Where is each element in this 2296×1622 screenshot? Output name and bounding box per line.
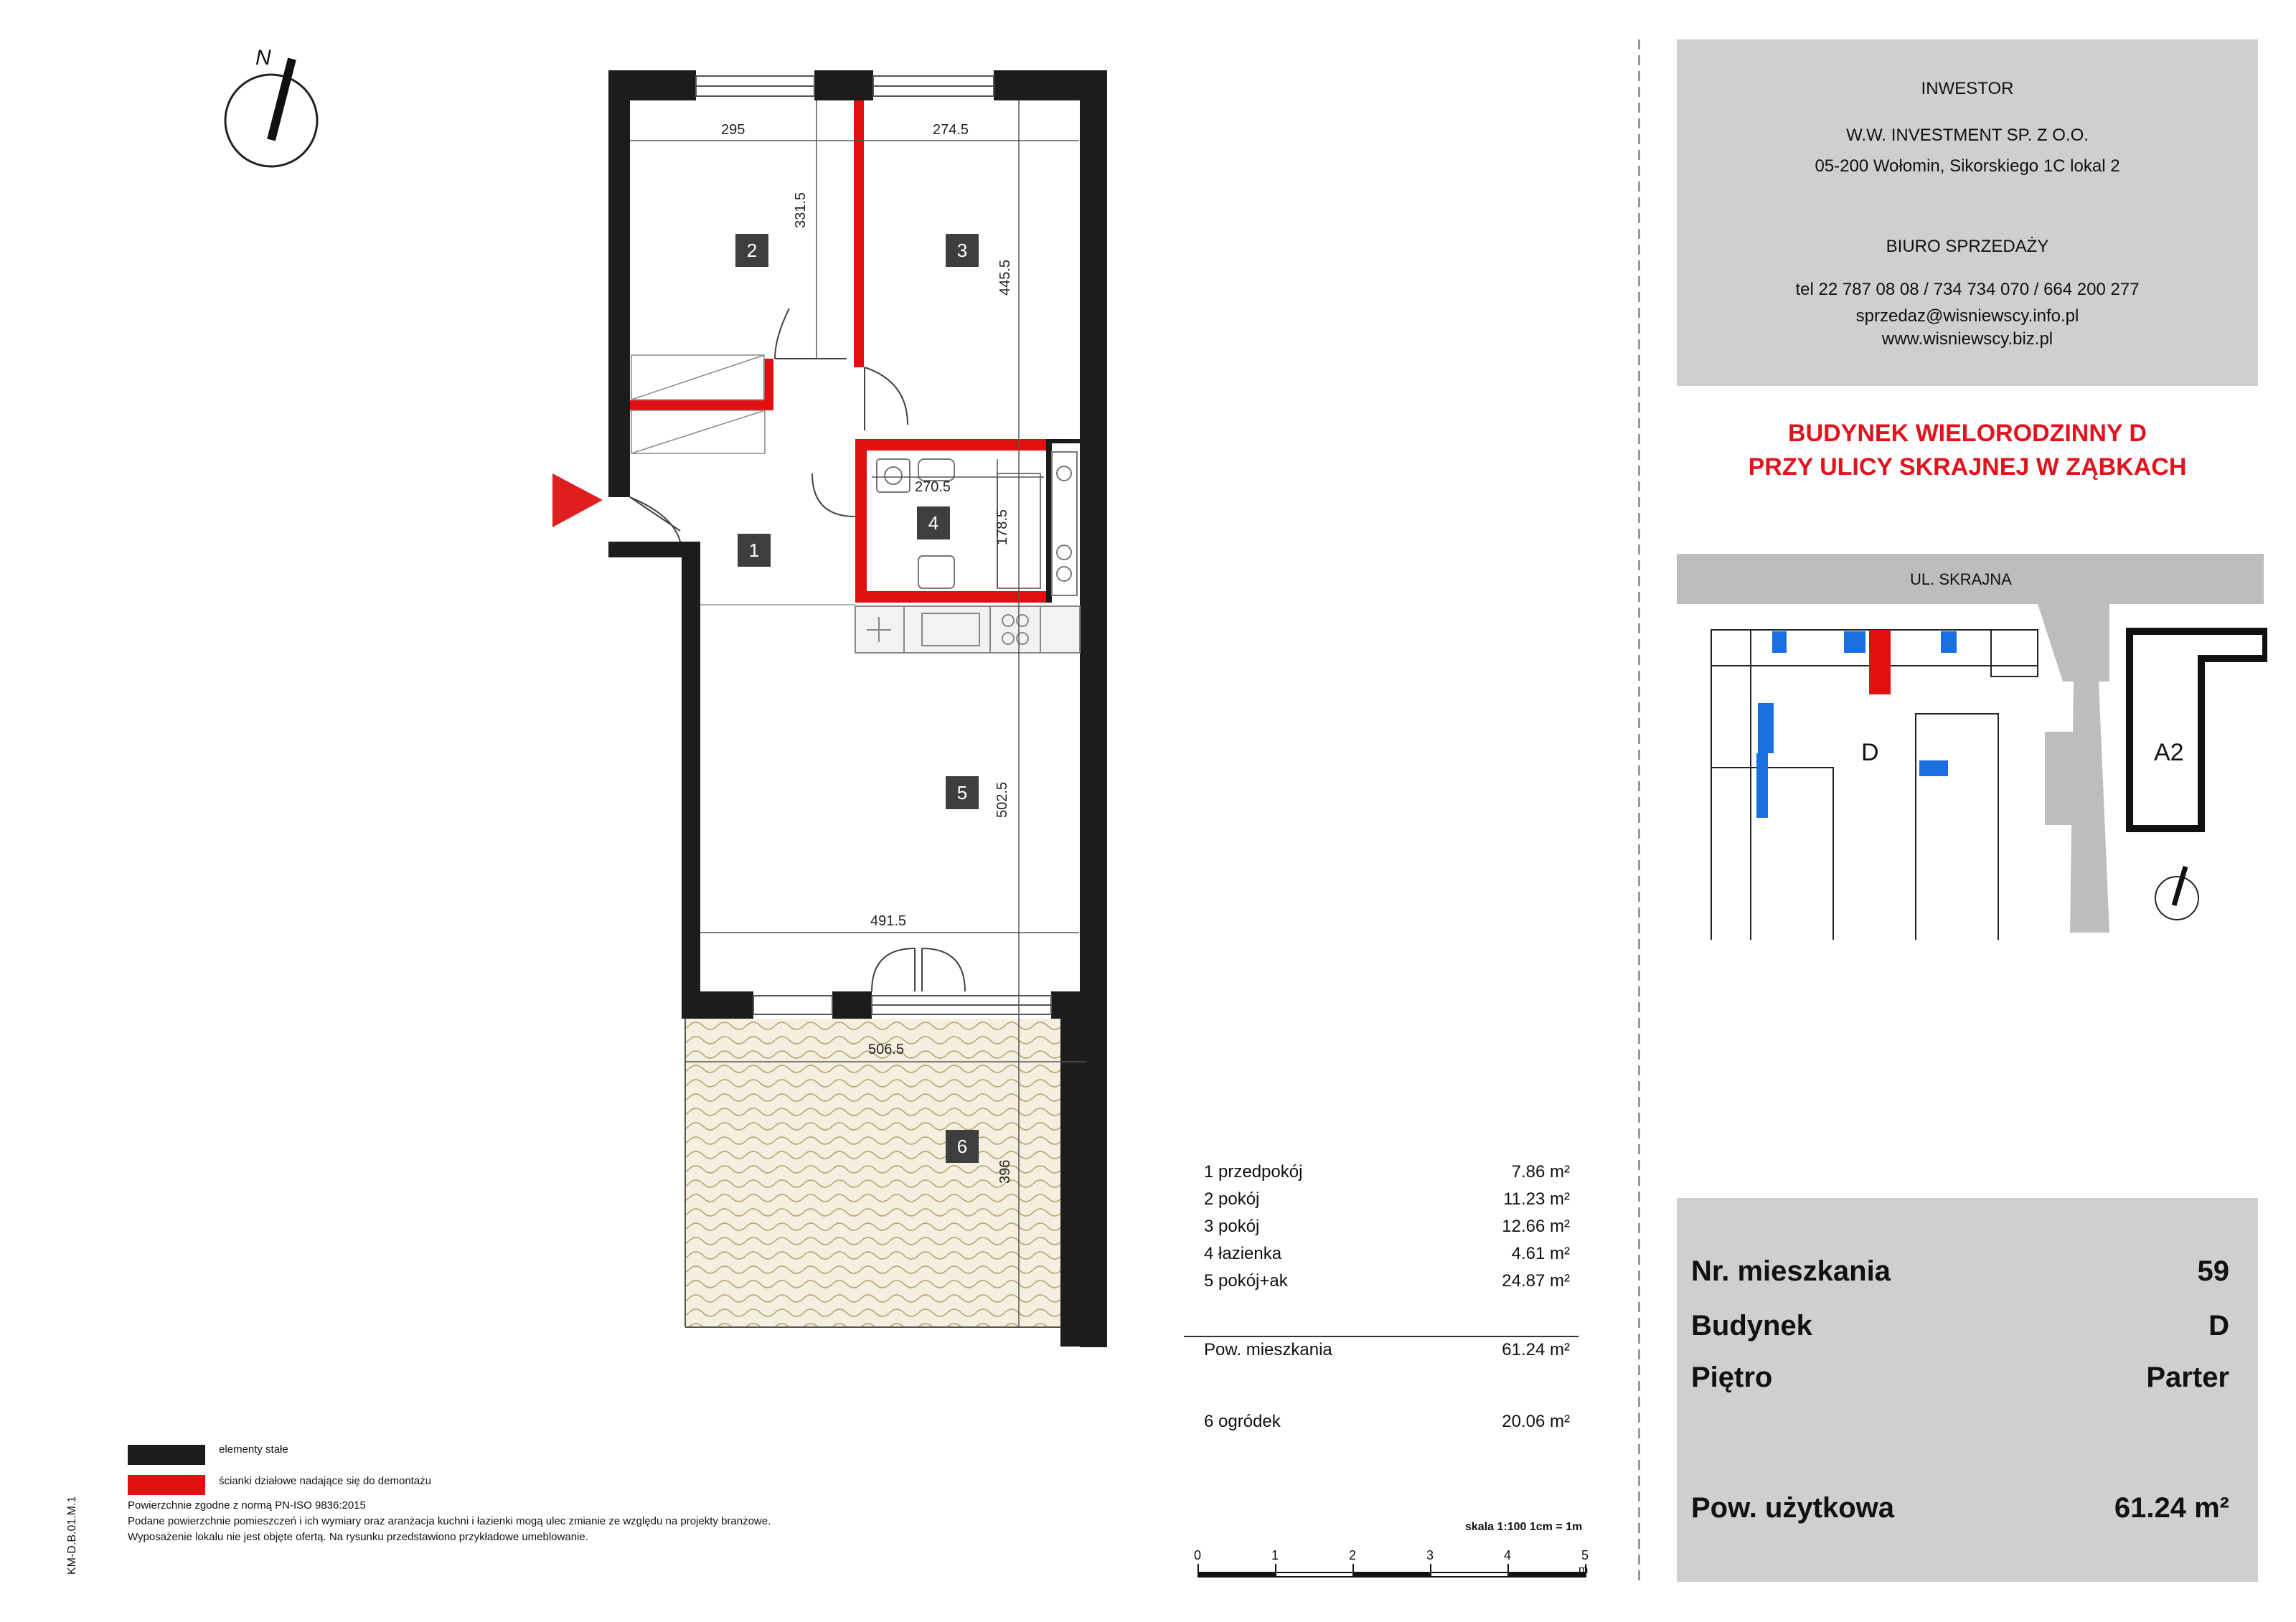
room-row-name: 4 łazienka xyxy=(1204,1244,1282,1263)
removable-partitions xyxy=(630,100,1046,603)
dim-178-5: 178.5 xyxy=(994,509,1010,545)
unit-info-box xyxy=(1677,1198,2258,1582)
unit-area-value: 61.24 m² xyxy=(2114,1492,2229,1524)
scale-tick-4: 4 xyxy=(1504,1548,1512,1562)
room-row-5 xyxy=(1204,1271,1570,1294)
drawing-code: KM-D.B.01.M.1 xyxy=(66,1496,78,1575)
room-row-area: 24.87 m² xyxy=(1502,1271,1570,1291)
room-row-area: 20.06 m² xyxy=(1502,1412,1570,1431)
dim-506-5: 506.5 xyxy=(868,1042,905,1057)
room-4-number: 4 xyxy=(917,506,950,539)
legend-note-3: Wyposażenie lokalu nie jest objęte ofertą. Na rysunku przedstawiono przykładowe umeblowanie. xyxy=(128,1531,588,1543)
scale-tick-3: 3 xyxy=(1426,1548,1434,1562)
room-row-area: 12.66 m² xyxy=(1502,1217,1570,1236)
room-row-name: 6 ogródek xyxy=(1204,1412,1281,1431)
total-area: 61.24 m² xyxy=(1502,1340,1570,1359)
legend-note-2: Podane powierzchnie pomieszczeń i ich wymiary oraz aranżacja kuchni i łazienki mogą ulec zmianie ze względu na projekty branżowe. xyxy=(128,1515,771,1527)
investor-company: W.W. INVESTMENT SP. Z O.O. xyxy=(1846,126,2089,145)
total-name: Pow. mieszkania xyxy=(1204,1340,1332,1359)
room-row-area: 7.86 m² xyxy=(1511,1162,1570,1182)
legend-fixed-swatch xyxy=(128,1445,205,1465)
room-6-number: 6 xyxy=(946,1130,979,1163)
unit-number-value: 59 xyxy=(2197,1255,2229,1287)
apartment-highlight xyxy=(1869,630,1891,694)
investor-heading: INWESTOR xyxy=(1921,79,2014,98)
legend-removable-swatch xyxy=(128,1475,205,1495)
room-row-6 xyxy=(1204,1412,1570,1435)
legend-removable-label: ścianki działowe nadające się do demontażu xyxy=(219,1475,432,1487)
sales-heading: BIURO SPRZEDAŻY xyxy=(1886,237,2049,256)
room-row-area: 11.23 m² xyxy=(1503,1189,1570,1209)
legend-fixed-label: elementy stałe xyxy=(219,1443,288,1456)
room-1-number: 1 xyxy=(738,534,771,567)
room-row-4 xyxy=(1204,1244,1570,1267)
dim-295: 295 xyxy=(721,122,745,138)
room-2-number: 2 xyxy=(735,234,768,267)
room-row-3 xyxy=(1204,1217,1570,1240)
dim-274-5: 274.5 xyxy=(933,122,969,138)
dim-396: 396 xyxy=(997,1159,1013,1184)
room-row-name: 2 pokój xyxy=(1204,1189,1260,1209)
room-row-name: 5 pokój+ak xyxy=(1204,1271,1288,1291)
dim-502-5: 502.5 xyxy=(994,781,1010,818)
unit-building-value: D xyxy=(2208,1310,2229,1342)
investor-box xyxy=(1677,39,2258,386)
building-a2-label: A2 xyxy=(2154,739,2184,766)
table-divider xyxy=(1184,1336,1578,1337)
dim-445-5: 445.5 xyxy=(997,259,1013,296)
building-d-label: D xyxy=(1861,739,1879,766)
room-row-area: 4.61 m² xyxy=(1511,1244,1570,1263)
unit-building-label: Budynek xyxy=(1691,1310,1812,1342)
scale-unit: m xyxy=(1578,1564,1589,1576)
scale-tick-1: 1 xyxy=(1271,1548,1279,1562)
street-label: UL. SKRAJNA xyxy=(1910,570,2012,588)
sales-phones: tel 22 787 08 08 / 734 734 070 / 664 200 277 xyxy=(1795,280,2140,299)
investor-address: 05-200 Wołomin, Sikorskiego 1C lokal 2 xyxy=(1815,156,2120,176)
room-3-number: 3 xyxy=(946,234,979,267)
room-5-number: 5 xyxy=(946,776,979,809)
unit-floor-label: Piętro xyxy=(1691,1362,1773,1393)
building-title-line-2: PRZY ULICY SKRAJNEJ W ZĄBKACH xyxy=(1748,453,2187,481)
sales-email[interactable]: sprzedaz@wisniewscy.info.pl xyxy=(1855,306,2079,326)
scale-label: skala 1:100 1cm = 1m xyxy=(1465,1521,1583,1533)
room-row-1 xyxy=(1204,1162,1570,1185)
scale-tick-0: 0 xyxy=(1194,1548,1202,1562)
dim-331-5: 331.5 xyxy=(793,192,809,228)
scale-tick-5: 5 xyxy=(1581,1548,1589,1562)
dim-270-5: 270.5 xyxy=(915,479,951,495)
scale-bar xyxy=(1191,1542,1593,1585)
unit-number-label: Nr. mieszkania xyxy=(1691,1255,1891,1287)
scale-tick-2: 2 xyxy=(1349,1548,1357,1562)
panel-separator xyxy=(1638,39,1640,1582)
unit-floor-value: Parter xyxy=(2146,1362,2229,1393)
unit-area-label: Pow. użytkowa xyxy=(1691,1492,1895,1524)
compass-icon xyxy=(215,43,330,172)
entry-arrow-icon xyxy=(552,473,603,527)
dim-491-5: 491.5 xyxy=(870,913,907,929)
legend-note-1: Powierzchnie zgodne z normą PN-ISO 9836:2015 xyxy=(128,1499,366,1512)
total-row xyxy=(1204,1340,1570,1363)
room-row-2 xyxy=(1204,1189,1570,1212)
sales-website[interactable]: www.wisniewscy.biz.pl xyxy=(1881,329,2053,349)
compass-n-label: N xyxy=(255,46,271,70)
room-row-name: 3 pokój xyxy=(1204,1217,1260,1236)
building-title-line-1: BUDYNEK WIELORODZINNY D xyxy=(1788,420,2147,447)
room-row-name: 1 przedpokój xyxy=(1204,1162,1303,1182)
